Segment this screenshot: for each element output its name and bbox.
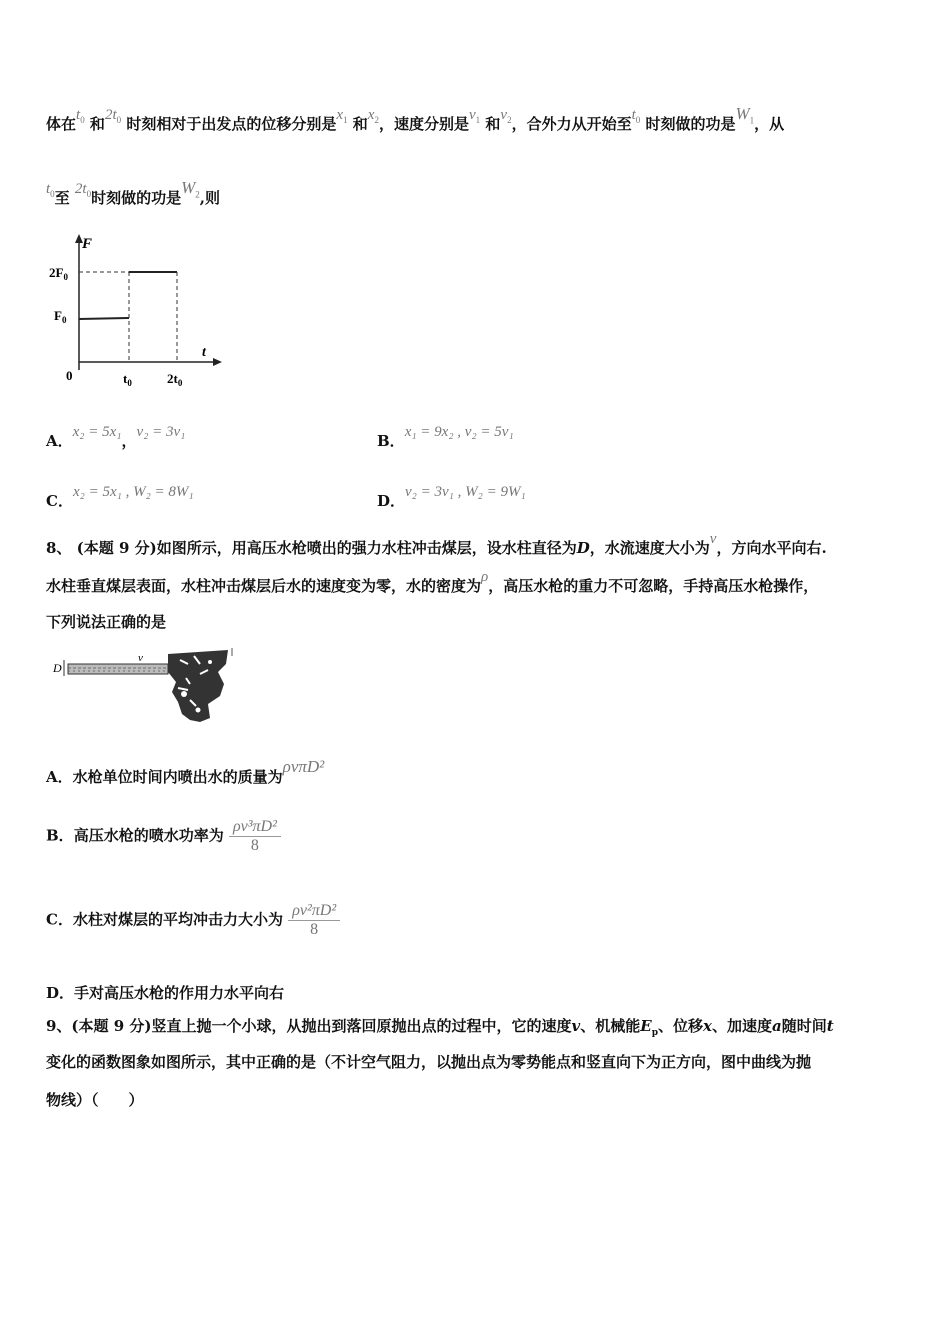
text: 时刻做的功是: [645, 115, 736, 133]
segment-F0: [79, 318, 129, 319]
water-jet-figure: [50, 644, 240, 726]
math: ρvπD²: [282, 757, 325, 776]
text: ，从: [754, 115, 785, 133]
q8-option-d[interactable]: D．手对高压水枪的作用力水平向右: [46, 984, 285, 1002]
math-v1: $v_1$: [468, 107, 481, 125]
origin-label: 0: [66, 368, 73, 383]
q7-option-c[interactable]: C．x₂ = 5x₁ , W₂ = 8W₁: [46, 484, 194, 510]
text: ，合外力从开始至: [511, 115, 632, 133]
fraction: $\frac{\text{ρv²πD²}}{8}$: [288, 902, 340, 939]
q7-option-b[interactable]: B．x₁ = 9x₂ , v₂ = 5v₁: [377, 424, 514, 450]
text: 时刻相对于出发点的位移分别是: [126, 115, 337, 133]
q8-option-c[interactable]: C．水柱对煤层的平均冲击力大小为 $\frac{\text{ρv²πD²}}{8}$: [46, 902, 340, 939]
y-2F0-label: $2F_0$: [49, 265, 68, 282]
y-axis-label: F: [82, 236, 93, 252]
math-W2: $W_2$: [181, 178, 200, 200]
q9-stem-line3: 物线）（ ）: [46, 1091, 144, 1109]
coal-spot: [208, 660, 212, 664]
math-t0b: $t_0$: [631, 107, 641, 125]
x-axis-arrow: [213, 358, 222, 366]
math: x₂ = 5x₁: [72, 424, 122, 440]
math-W1: $W_1$: [735, 104, 755, 126]
y-F0-label: $F_0$: [54, 308, 67, 325]
force-time-graph: [44, 230, 234, 390]
math: x₁ = 9x₂ , v₂ = 5v₁: [404, 424, 514, 440]
q8-stem-line2: 水柱垂直煤层表面，水柱冲击煤层后水的速度变为零，水的密度为ρ，高压水枪的重力不可忽略，手持高压水枪操作，: [46, 569, 819, 595]
text: ，速度分别是: [378, 115, 469, 133]
q7-option-d[interactable]: D．v₂ = 3v₁ , W₂ = 9W₁: [377, 484, 526, 510]
x-t0-label: $t_0$: [123, 371, 132, 388]
math-x2: $x_2$: [367, 107, 379, 125]
math-2t0: $2t_0$: [74, 181, 92, 199]
diameter-label-top: D: [53, 661, 62, 675]
q8-stem-line3: 下列说法正确的是: [46, 613, 167, 631]
x-axis-label: t: [202, 345, 206, 360]
math: x₂ = 5x₁ , W₂ = 8W₁: [72, 484, 194, 500]
velocity-label: v: [138, 652, 143, 664]
text: 和: [485, 115, 501, 133]
q8-stem-line1: 8、 (本题 9 分)如图所示，用高压水枪喷出的强力水柱冲击煤层，设水柱直径为D，水流速度大小为v，方向水平向右.: [46, 531, 827, 557]
math-x1: $x_1$: [336, 107, 348, 125]
q9-stem-line1: 9、(本题 9 分)竖直上抛一个小球，从抛出到落回原抛出点的过程中，它的速度v、机械能$E_p$、位移x、加速度a随时间t: [46, 1017, 834, 1038]
math: v₂ = 3v₁: [136, 424, 186, 440]
math-v2: $v_2$: [500, 107, 512, 125]
q7-option-a[interactable]: A．x₂ = 5x₁，v₂ = 3v₁: [46, 424, 186, 450]
diameter-label-bottom: D: [174, 714, 182, 726]
q9-stem-line2: 变化的函数图象如图所示，其中正确的是（不计空气阻力，以抛出点为零势能点和竖直向下为正方向，图中曲线为抛: [46, 1053, 812, 1071]
text: 和: [352, 115, 368, 133]
fraction: $\frac{\text{ρv³πD²}}{8}$: [229, 818, 281, 855]
math-t0: $t_0$: [76, 107, 85, 125]
text: 时刻做的功是: [91, 189, 182, 207]
coal-spot: [181, 691, 187, 697]
q7-stem-line1: [46, 104, 785, 142]
math-2t0: $2t_0$: [104, 107, 122, 125]
text: 体在: [46, 115, 77, 133]
q7-stem-line2: [46, 178, 221, 216]
math: v₂ = 3v₁ , W₂ = 9W₁: [405, 484, 526, 500]
text: 和: [89, 115, 105, 133]
text: ,则: [199, 189, 221, 207]
coal-spot: [196, 708, 201, 713]
text: 至: [54, 189, 70, 207]
water-jet: [68, 664, 168, 674]
q8-option-a[interactable]: A．水枪单位时间内喷出水的质量为ρvπD²: [46, 757, 325, 786]
math-t0: $t_0$: [46, 181, 55, 199]
x-2t0-label: $2t_0$: [167, 371, 183, 388]
q8-option-b[interactable]: B．高压水枪的喷水功率为 $\frac{\text{ρv³πD²}}{8}$: [46, 818, 281, 855]
